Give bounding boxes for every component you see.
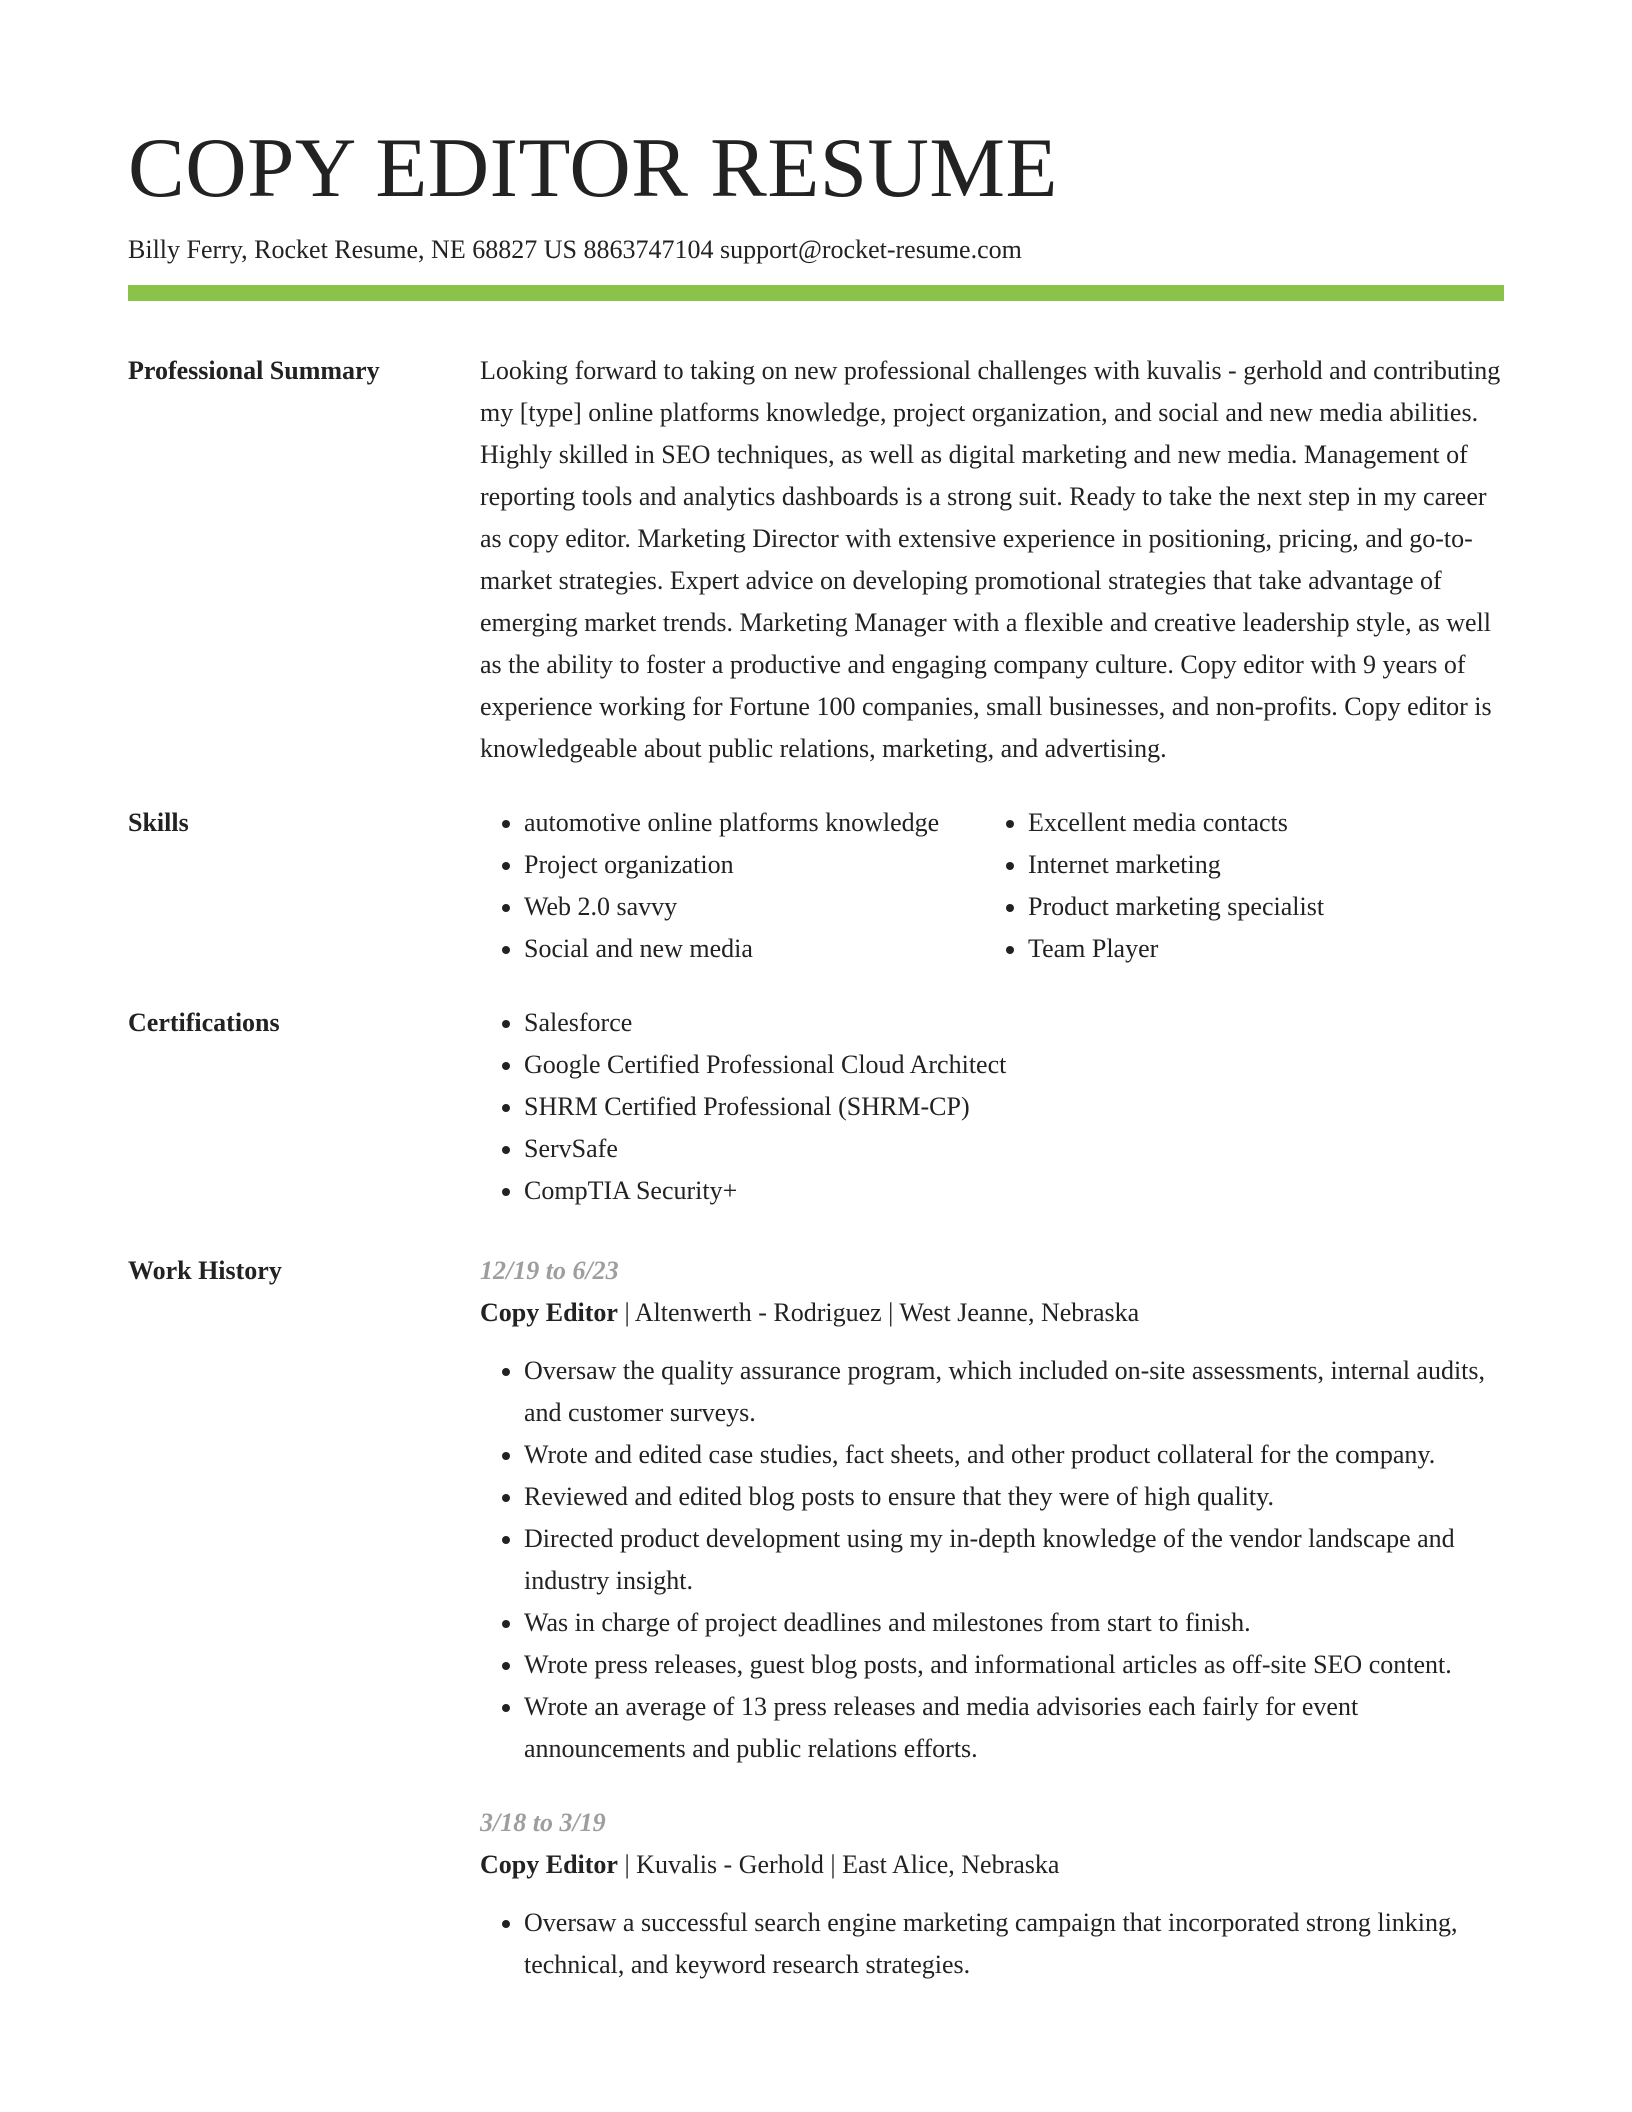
skill-item: • Excellent media contacts [1028, 802, 1488, 844]
resume-sections [128, 350, 1504, 1986]
job-dates: 12/19 to 6/23 [480, 1256, 619, 1285]
job-bullet: • Oversaw a successful search engine marketing campaign that incorporated strong linking, technical, and keyword research strategies. [524, 1902, 1504, 1986]
contact-name-address: Billy Ferry, Rocket Resume, NE 68827 US [128, 235, 577, 264]
summary-label: Professional Summary [128, 356, 380, 385]
job-bullet: • Oversaw the quality assurance program, which included on-site assessments, internal audits, and customer surveys. [524, 1350, 1504, 1434]
contact-phone: 8863747104 [583, 235, 714, 264]
job-bullet: • Wrote press releases, guest blog posts, and informational articles as off-site SEO content. [524, 1644, 1504, 1686]
skill-item: • Web 2.0 savvy [524, 886, 984, 928]
skills-column-right [984, 802, 1488, 970]
certification-item: • Salesforce [524, 1002, 1504, 1044]
certification-item: • SHRM Certified Professional (SHRM-CP) [524, 1086, 1504, 1128]
contact-email: support@rocket-resume.com [719, 235, 1022, 264]
summary-text: Looking forward to taking on new professional challenges with kuvalis - gerhold and contributing my [type] online platforms knowledge, project organization, and social and new media abilities. Highly skilled in SEO techniques, as well as digital marketing and new media. Management of reporting tools and analytics dashboards is a strong suit. Ready to take the next step in my career as copy editor. Marketing Director with extensive experience in positioning, pricing, and go-to-market strategies. Expert advice on developing promotional strategies that take advantage of emerging market trends. Marketing Manager with a flexible and creative leadership style, as well as the ability to foster a productive and engaging company culture. Copy editor with 9 years of experience working for Fortune 100 companies, small businesses, and non-profits. Copy editor is knowledgeable about public relations, marketing, and advertising. [480, 356, 1501, 763]
skill-item: • Product marketing specialist [1028, 886, 1488, 928]
job-entry [480, 1250, 1504, 1770]
skill-item: • Project organization [524, 844, 984, 886]
certifications-list [480, 1002, 1504, 1212]
work-history-body [480, 1250, 1504, 1986]
work-history-section [128, 1250, 1504, 1986]
certification-item: • ServSafe [524, 1128, 1504, 1170]
skill-item: • automotive online platforms knowledge [524, 802, 984, 844]
job-heading [480, 1844, 1504, 1886]
summary-section [128, 350, 1504, 770]
job-role: Copy Editor [480, 1298, 618, 1327]
job-entry [480, 1802, 1504, 1986]
certification-item: • CompTIA Security+ [524, 1170, 1504, 1212]
skill-item: • Internet marketing [1028, 844, 1488, 886]
certifications-label: Certifications [128, 1008, 280, 1037]
job-heading [480, 1292, 1504, 1334]
contact-line [128, 231, 1022, 269]
job-bullet: • Directed product development using my in-depth knowledge of the vendor landscape and industry insight. [524, 1518, 1504, 1602]
certifications-body [480, 1002, 1504, 1212]
skills-list-left [480, 802, 984, 970]
job-details: | Kuvalis - Gerhold | East Alice, Nebraska [617, 1850, 1060, 1879]
skills-grid [480, 802, 1504, 970]
skills-list-right [984, 802, 1488, 970]
job-bullet: • Wrote an average of 13 press releases and media advisories each fairly for event announcements and public relations efforts. [524, 1686, 1504, 1770]
certifications-section [128, 1002, 1504, 1212]
skill-item: • Social and new media [524, 928, 984, 970]
job-details: | Altenwerth - Rodriguez | West Jeanne, Nebraska [617, 1298, 1140, 1327]
job-bullet: • Was in charge of project deadlines and milestones from start to finish. [524, 1602, 1504, 1644]
certification-item: • Google Certified Professional Cloud Architect [524, 1044, 1504, 1086]
summary-body [480, 350, 1504, 770]
accent-divider [128, 285, 1504, 301]
skill-item: • Team Player [1028, 928, 1488, 970]
job-bullets [480, 1902, 1504, 1986]
skills-column-left [480, 802, 984, 970]
skills-label: Skills [128, 808, 189, 837]
job-role: Copy Editor [480, 1850, 618, 1879]
skills-section [128, 802, 1504, 970]
job-dates: 3/18 to 3/19 [480, 1808, 606, 1837]
work-history-label: Work History [128, 1256, 282, 1285]
job-bullet: • Reviewed and edited blog posts to ensure that they were of high quality. [524, 1476, 1504, 1518]
job-bullet: • Wrote and edited case studies, fact sheets, and other product collateral for the company. [524, 1434, 1504, 1476]
job-bullets [480, 1350, 1504, 1770]
resume-title: COPY EDITOR RESUME [128, 121, 1058, 215]
